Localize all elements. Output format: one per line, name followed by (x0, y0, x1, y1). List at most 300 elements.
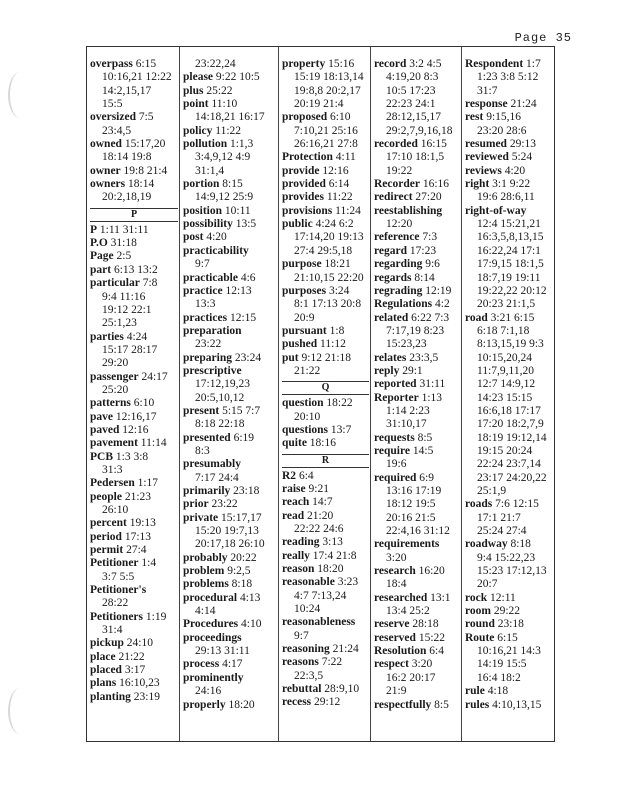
index-term: relates (374, 351, 407, 364)
index-locators: 7:3 (419, 231, 438, 244)
index-locators: 25:22 (203, 84, 233, 97)
index-entry (282, 483, 369, 496)
index-entry (183, 312, 277, 325)
index-entry (90, 237, 178, 250)
binder-hole-top (8, 72, 32, 118)
index-entry (282, 576, 369, 589)
index-term: Regulations (374, 298, 433, 311)
index-locators: 11:22 (212, 124, 242, 137)
index-entry (465, 685, 553, 698)
index-term: regards (374, 271, 412, 284)
index-locators: 12:11 (487, 591, 516, 604)
index-locator-line: 29:2,7,9,16,18 (386, 124, 453, 137)
index-locator-line: 25:1,23 (102, 317, 137, 330)
index-term: roads (465, 498, 493, 511)
index-entry (374, 592, 460, 605)
index-locator-line: 26:16,21 27:8 (294, 138, 358, 151)
index-locator-line: 20:17,18 26:10 (195, 538, 265, 551)
index-entry (465, 605, 553, 618)
index-locators: 11:24 (332, 204, 361, 217)
index-entry: right-of-way (465, 204, 527, 217)
index-locators: 12:15 (227, 311, 257, 324)
index-entry (374, 138, 460, 151)
index-entry (183, 352, 277, 365)
index-locators: 6:13 13:2 (111, 263, 158, 276)
index-locators: 31:18 (107, 237, 137, 250)
index-term: pollution (183, 138, 228, 151)
index-term: probably (183, 551, 228, 564)
index-term: roadway (465, 538, 508, 551)
index-locator-line: 17:9,15 18:1,5 (477, 258, 544, 271)
index-entry (465, 632, 553, 645)
index-term: reviewed (465, 151, 509, 164)
index-entry (282, 437, 369, 450)
index-term: overpass (90, 58, 133, 70)
index-entry (90, 677, 178, 690)
index-entry (465, 138, 553, 151)
index-term: practice (183, 284, 223, 297)
index-locator-line: 9:7 (294, 629, 309, 642)
index-term: Protection (282, 151, 333, 164)
index-term: P.O (90, 237, 108, 250)
index-locator-line: 24:16 (195, 685, 222, 698)
index-term: reported (374, 378, 417, 391)
index-term: percent (90, 517, 127, 530)
index-term: provided (282, 178, 326, 191)
index-locator-line: 1:14 2:23 (386, 404, 430, 417)
index-term: rule (465, 685, 485, 698)
index-locators: 15:16 (325, 58, 355, 70)
index-entry (282, 470, 369, 483)
index-locator-line: 7:17,19 8:23 (386, 324, 445, 337)
index-entry (374, 658, 460, 671)
index-entry (282, 550, 369, 563)
index-locators: 2:5 (113, 250, 132, 263)
index-locators: 18:20 (225, 698, 255, 711)
index-term: reserve (374, 618, 410, 631)
index-locator-line: 19:8,8 20:2,17 (294, 84, 361, 97)
index-entry (90, 477, 178, 490)
index-locator-line: 12:20 (386, 218, 413, 231)
index-entry (465, 98, 553, 111)
index-locator-line: 14:9,12 25:9 (195, 191, 254, 204)
index-locators: 3:1 9:22 (489, 178, 531, 191)
index-locator-line: 15:23 17:12,13 (477, 565, 547, 578)
index-term: reach (282, 496, 310, 509)
index-entry (374, 445, 460, 458)
index-entry (90, 451, 178, 464)
index-locators: 24:17 (138, 370, 168, 383)
index-locator-line: 18:19 19:12,14 (477, 431, 547, 444)
index-term: particular (90, 277, 140, 290)
index-entry (90, 58, 178, 71)
index-locators: 6:22 7:3 (408, 311, 450, 324)
index-locator-line: 20:23 21:1,5 (477, 298, 536, 311)
index-locator-line: 9:4 15:22,23 (477, 551, 536, 564)
index-locators: 17:13 (121, 530, 152, 543)
index-locators: 16:15 (417, 138, 447, 151)
index-locators: 13:1 (427, 591, 451, 604)
index-term: Respondent (465, 58, 524, 70)
index-locators: 15:17,20 (121, 138, 166, 151)
index-locators: 4:2 (432, 298, 450, 311)
index-locators: 1:17 (134, 477, 159, 490)
index-locators: 4:10,13,15 (489, 698, 542, 711)
index-term: raise (282, 482, 306, 495)
index-locator-line: 21:22 (294, 364, 321, 377)
index-locators: 16:20 (415, 565, 445, 578)
index-term: properly (183, 698, 226, 711)
index-entry (374, 245, 460, 258)
index-entry (183, 552, 277, 565)
index-locator-line: 25:1,9 (477, 485, 507, 497)
index-locator-line: 4:7 7:13,24 (294, 589, 347, 602)
index-locators: 8:5 (431, 698, 449, 711)
index-locators: 4:17 (219, 658, 243, 671)
index-term: rock (465, 591, 488, 604)
index-entry (374, 312, 460, 325)
index-locators: 23:18 (494, 618, 524, 631)
index-locators: 4:13 (237, 591, 261, 604)
index-locators: 14:5 (410, 444, 434, 457)
index-term: owner (90, 164, 121, 177)
index-entry (90, 557, 178, 570)
index-entry (282, 178, 369, 191)
index-locators: 23:3,5 (406, 351, 439, 364)
index-locators: 6:15 (132, 58, 157, 70)
index-column-1 (90, 58, 178, 738)
index-locator-line: 22:23 24:1 (386, 98, 436, 111)
index-entry (374, 298, 460, 311)
index-locator-line: 29:13 31:11 (195, 645, 250, 658)
index-locator-line: 9:7 (195, 258, 210, 271)
index-entry: requirements (374, 538, 440, 551)
index-term: oversized (90, 111, 136, 124)
index-entry (282, 151, 369, 164)
index-entry (183, 618, 277, 631)
index-term: plans (90, 677, 117, 690)
index-locators: 18:16 (306, 437, 336, 450)
index-entry (465, 178, 553, 191)
index-term: practices (183, 311, 228, 324)
index-locator-line: 20:19 21:4 (294, 98, 344, 111)
index-entry (465, 498, 553, 511)
index-locator-line: 3:20 (386, 551, 407, 564)
index-locator-line: 10:16,21 12:22 (102, 71, 172, 84)
index-term: Reporter (374, 391, 419, 404)
index-entry (465, 592, 553, 605)
index-locator-line: 20:16 21:5 (386, 511, 436, 524)
index-entry (90, 411, 178, 424)
index-locator-line: 26:10 (102, 504, 129, 516)
index-term: regarding (374, 258, 423, 271)
index-term: response (465, 98, 508, 111)
index-locator-line: 13:16 17:19 (386, 485, 442, 497)
index-locator-line: 31:3 (102, 463, 123, 476)
index-locators: 4:18 (484, 685, 509, 698)
index-term: rules (465, 698, 490, 711)
index-locators: 12:19 (422, 284, 452, 297)
index-locators: 1:7 (523, 58, 541, 70)
index-entry (282, 696, 369, 709)
index-locators: 9:6 (422, 258, 440, 271)
index-entry (183, 512, 277, 525)
index-locator-line: 18:12 19:5 (386, 498, 436, 511)
index-term: regard (374, 244, 408, 257)
index-locators: 16:10,23 (116, 677, 160, 690)
index-locator-line: 14:18,21 16:17 (195, 111, 265, 124)
index-locators: 3:13 (319, 536, 343, 549)
index-term: process (183, 658, 220, 671)
index-locators: 18:20 (314, 563, 344, 576)
index-entry (90, 111, 178, 124)
index-locator-line: 10:15,20,24 (477, 351, 532, 364)
index-locators: 4:6 (237, 271, 256, 284)
index-locators: 11:14 (137, 437, 167, 450)
index-locators: 12:16 (119, 423, 149, 436)
index-entry (282, 656, 369, 669)
index-locators: 15:17,17 (218, 511, 262, 524)
index-locators: 28:18 (409, 618, 439, 631)
index-locator-line: 8:1 17:13 20:8 (294, 298, 362, 311)
index-locator-line: 21:9 (386, 685, 407, 698)
index-locators: 28:9,10 (321, 683, 360, 696)
index-entry: proceedings (183, 631, 242, 644)
index-term: provide (282, 164, 320, 177)
index-term: Petitioner (90, 557, 139, 570)
index-entry (90, 397, 178, 410)
index-term: redirect (374, 191, 413, 204)
index-term: problem (183, 565, 225, 578)
index-entry (90, 277, 178, 290)
index-entry (183, 578, 277, 591)
index-term: resumed (465, 138, 507, 151)
index-entry (183, 231, 277, 244)
index-term: owned (90, 138, 122, 151)
index-locators: 17:4 21:8 (309, 549, 357, 562)
index-entry (465, 151, 553, 164)
index-entry (282, 258, 369, 271)
index-locators: 31:11 (416, 378, 446, 391)
index-entry (183, 98, 277, 111)
index-term: question (282, 397, 324, 410)
index-entry (282, 338, 369, 351)
index-locators: 8:5 (414, 431, 433, 444)
index-entry (465, 165, 553, 178)
index-entry (465, 111, 553, 124)
index-locator-line: 28:12,15,17 (386, 111, 441, 124)
index-entry (282, 510, 369, 523)
index-entry (374, 645, 460, 658)
index-entry (90, 517, 178, 530)
index-entry (90, 165, 178, 178)
index-locators: 29:1 (399, 364, 423, 377)
index-locator-line: 31:4 (102, 624, 123, 637)
index-locators: 7:8 (139, 277, 158, 290)
index-locators: 9:21 (305, 482, 329, 495)
index-locator-line: 1:23 3:8 5:12 (477, 71, 539, 84)
index-entry (90, 138, 178, 151)
index-term: pushed (282, 338, 318, 351)
index-term: researched (374, 591, 428, 604)
index-entry (183, 285, 277, 298)
index-entry (90, 491, 178, 504)
index-locators: 4:11 (332, 151, 356, 164)
index-locator-line: 6:18 7:1,18 (477, 324, 530, 337)
index-locator-line: 23:20 28:6 (477, 124, 527, 137)
index-locator-line: 8:18 22:18 (195, 418, 245, 431)
index-locator-line: 28:22 (102, 597, 129, 610)
index-locator-line: 22:24 23:7,14 (477, 458, 541, 471)
index-entry (374, 58, 460, 71)
index-term: procedural (183, 591, 238, 604)
index-locators: 29:22 (490, 605, 521, 618)
index-locators: 16:16 (419, 178, 450, 191)
index-entry (374, 472, 460, 485)
index-term: pickup (90, 637, 124, 650)
index-entry (90, 371, 178, 384)
index-term: please (183, 71, 214, 84)
index-term: reading (282, 536, 320, 549)
index-locator-line: 20:9 (294, 311, 315, 324)
index-locator-line: 8:13,15,19 9:3 (477, 338, 544, 351)
index-locators: 9:12 21:18 (298, 351, 352, 364)
index-entry (90, 664, 178, 677)
index-locator-line: 17:10 18:1,5 (386, 151, 445, 164)
index-term: pave (90, 410, 113, 423)
page-number: Page 35 (514, 31, 572, 45)
index-term: people (90, 490, 122, 503)
index-term: point (183, 98, 209, 111)
index-term: permit (90, 544, 124, 557)
index-locator-line: 4:14 (195, 605, 216, 618)
index-entry (90, 651, 178, 664)
binder-hole-bottom (8, 688, 32, 734)
index-locator-line: 17:20 18:2,7,9 (477, 418, 544, 431)
index-locators: 3:20 (408, 658, 433, 671)
index-entry (183, 405, 277, 418)
index-term: position (183, 204, 222, 217)
index-term: reasoning (282, 643, 330, 656)
index-locator-line: 23:4,5 (102, 124, 132, 137)
index-entry (282, 683, 369, 696)
index-term: purpose (282, 258, 322, 271)
index-locators: 20:22 (227, 551, 257, 564)
index-locators: 23:22 (208, 498, 238, 511)
index-entry (374, 632, 460, 645)
index-locator-line: 15:23,23 (386, 338, 427, 351)
index-locator-line: 10:16,21 14:3 (477, 645, 541, 658)
index-locators: 11:10 (208, 98, 238, 111)
index-locators: 1:11 31:11 (97, 223, 149, 236)
index-locators: 8:18 (228, 578, 253, 591)
index-entry (374, 258, 460, 271)
index-term: passenger (90, 370, 139, 383)
index-locators: 7:6 12:15 (492, 498, 539, 511)
index-entry (90, 424, 178, 437)
index-entry (465, 538, 553, 551)
index-term: questions (282, 423, 329, 436)
index-entry (282, 424, 369, 437)
index-entry (282, 352, 369, 365)
index-locators: 6:4 (426, 645, 444, 658)
index-entry (282, 285, 369, 298)
index-term: road (465, 311, 488, 324)
index-term: planting (90, 690, 131, 703)
index-entry (374, 378, 460, 391)
index-term: provisions (282, 204, 333, 217)
index-locators: 4:20 (501, 164, 526, 177)
index-entry (374, 618, 460, 631)
index-term: reasons (282, 656, 319, 669)
index-entry: prominently (183, 671, 244, 684)
index-locators: 4:10 (238, 618, 262, 631)
index-locators: 17:23 (407, 244, 437, 257)
index-term: room (465, 605, 491, 618)
index-locators: 4:24 6:2 (312, 218, 354, 231)
index-entry (374, 565, 460, 578)
index-entry (90, 250, 178, 263)
index-entry (282, 191, 369, 204)
index-term: record (374, 58, 407, 70)
index-locators: 1:4 (138, 557, 157, 570)
index-entry (90, 178, 178, 191)
index-locator-line: 12:4 15:21,21 (477, 218, 541, 231)
index-locators: 15:22 (415, 631, 446, 644)
index-entry (90, 331, 178, 344)
index-locators: 13:7 (328, 423, 352, 436)
index-term: proposed (282, 111, 328, 124)
index-locator-line: 20:7 (477, 578, 498, 591)
index-entry (90, 691, 178, 704)
index-term: rebuttal (282, 683, 322, 696)
index-entry (282, 643, 369, 656)
index-term: round (465, 618, 495, 631)
index-term: problems (183, 578, 229, 591)
index-entry (282, 111, 369, 124)
index-locator-line: 25:20 (102, 383, 129, 396)
index-column-5 (465, 58, 553, 738)
index-term: reviews (465, 164, 502, 177)
index-locators: 23:18 (230, 485, 260, 497)
index-entry (282, 58, 369, 71)
index-term: patterns (90, 397, 131, 410)
index-entry (90, 637, 178, 650)
index-locators: 11:12 (317, 338, 346, 351)
index-locator-line: 22:4,16 31:12 (386, 525, 450, 538)
index-entry (183, 205, 277, 218)
index-entry (90, 437, 178, 450)
index-locators: 3:23 (334, 576, 359, 589)
index-locator-line: 18:7,19 19:11 (477, 271, 541, 284)
index-locators: 3:2 4:5 (406, 58, 442, 70)
index-locators: 21:20 (304, 509, 334, 522)
index-term: plus (183, 84, 204, 97)
index-term: R2 (282, 469, 297, 482)
index-locators: 21:22 (115, 650, 145, 663)
index-entry (282, 563, 369, 576)
index-locators: 19:8 21:4 (120, 164, 168, 177)
index-locator-line: 12:7 14:9,12 (477, 378, 536, 391)
index-entry (282, 397, 369, 410)
column-divider-4 (461, 47, 462, 741)
index-locators: 6:14 (325, 178, 350, 191)
index-entry (183, 432, 277, 445)
index-locator-line: 3:4,9,12 4:9 (195, 151, 251, 164)
index-locator-line: 19:12 22:1 (102, 303, 152, 316)
index-column-2 (183, 58, 277, 738)
index-locators: 1:19 (143, 610, 167, 623)
